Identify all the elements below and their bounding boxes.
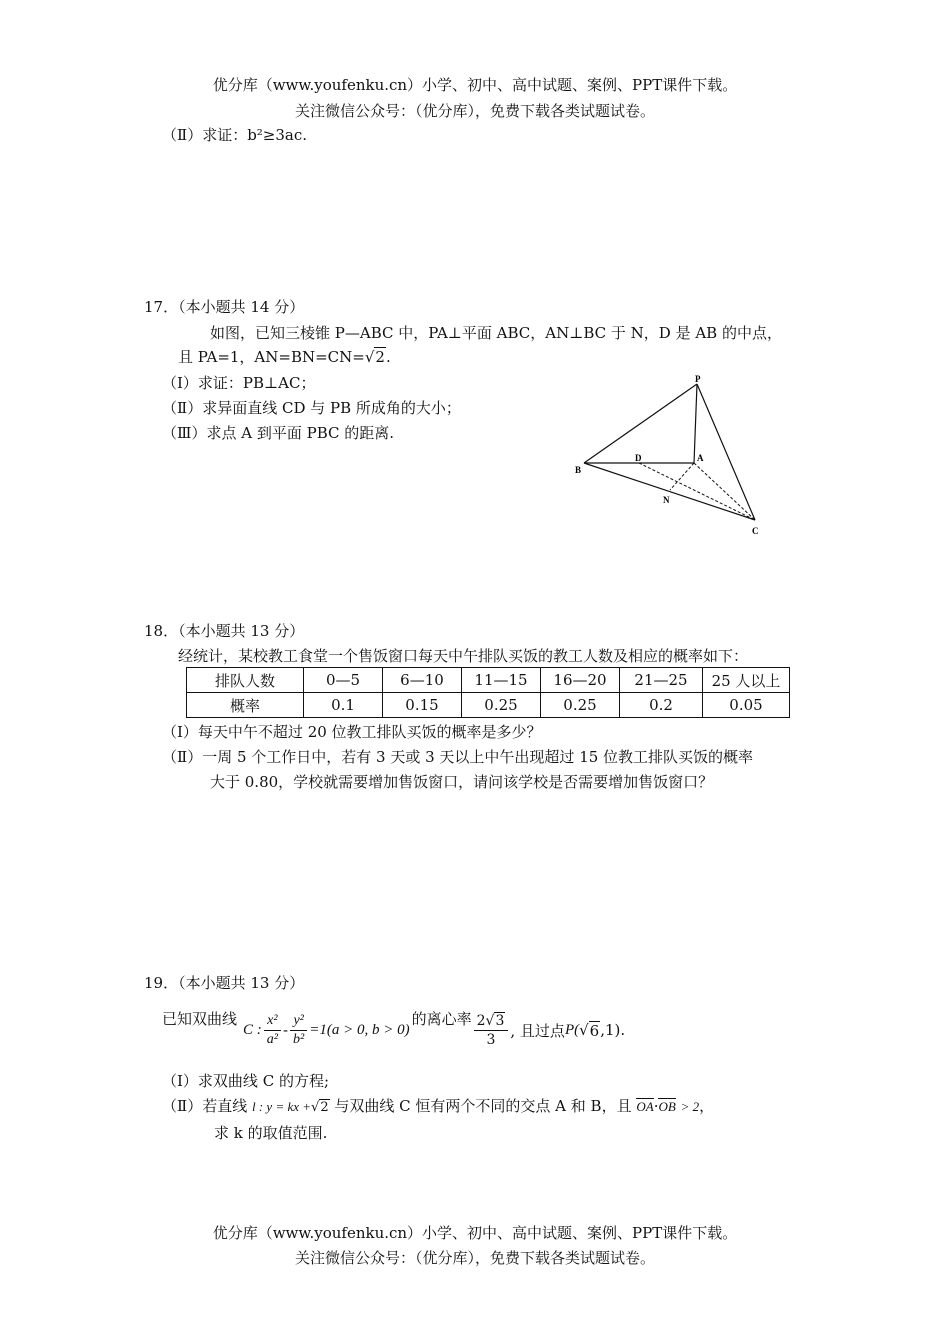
frac-x-num: x² xyxy=(264,1012,281,1031)
minus-sign: - xyxy=(282,1021,289,1039)
sqrt-symbol: √ xyxy=(364,348,375,366)
segment-ac xyxy=(694,463,755,520)
frac-y-num: y² xyxy=(290,1012,307,1031)
ecc-coef: 2 xyxy=(476,1012,486,1029)
q17-stem2-prefix: 且 PA=1，AN=BN=CN= xyxy=(178,348,365,366)
header-line-2: 关注微信公众号：（优分库），免费下载各类试题试卷。 xyxy=(294,102,655,120)
edge-bp xyxy=(584,384,697,463)
vector-oa: OA xyxy=(636,1099,654,1114)
q18-heading: 18．（本小题共 13 分） xyxy=(144,622,305,640)
table-cell: 21—25 xyxy=(620,668,703,693)
label-c: C xyxy=(752,526,759,536)
table-cell: 0.25 xyxy=(462,693,541,718)
q17-stem-line1: 如图，已知三棱锥 P—ABC 中，PA⊥平面 ABC，AN⊥BC 于 N，D 是 AB 的中点， xyxy=(210,324,782,342)
edge-bc xyxy=(584,463,755,520)
table-row xyxy=(187,693,790,718)
label-n: N xyxy=(663,495,670,505)
table-cell: 0—5 xyxy=(304,668,383,693)
table-cell: 16—20 xyxy=(541,668,620,693)
table-cell: 排队人数 xyxy=(187,668,304,693)
point-root: 6 xyxy=(589,1021,600,1040)
table-cell: 0.05 xyxy=(703,693,790,718)
q18-part2-line1: （Ⅱ）一周 5 个工作日中，若有 3 天或 3 天以上中午出现超过 15 位教工排队买饭的概率 xyxy=(162,748,754,766)
equation-condition: =1(a > 0, b > 0) xyxy=(309,1021,410,1038)
q18-stem: 经统计，某校教工食堂一个售饭窗口每天中午排队买饭的教工人数及相应的概率如下： xyxy=(178,647,749,665)
q19-part2-prefix: （Ⅱ）若直线 xyxy=(162,1097,248,1115)
inequality: > 2 xyxy=(680,1099,700,1114)
ecc-root: 3 xyxy=(495,1012,505,1029)
q19-heading: 19．（本小题共 13 分） xyxy=(144,974,305,992)
segment-an xyxy=(670,463,694,490)
q19-part2-line1: （Ⅱ）若直线 l : y = kx +√2 与双曲线 C 恒有两个不同的交点 A 和 B，且 OA·OB > 2， xyxy=(162,1097,715,1115)
q17-part1: （Ⅰ）求证：PB⊥AC； xyxy=(162,374,316,392)
probability-table xyxy=(186,667,790,718)
table-cell: 0.1 xyxy=(304,693,383,718)
q19-part2-end: ， xyxy=(699,1097,715,1115)
edge-pc xyxy=(697,384,755,520)
fraction-x xyxy=(264,1012,281,1049)
edge-pa xyxy=(694,384,697,463)
header-line-1: 优分库（www.youfenku.cn）小学、初中、高中试题、案例、PPT课件下载。 xyxy=(212,76,738,94)
table-cell: 25 人以上 xyxy=(703,668,790,693)
point-suffix: ,1). xyxy=(600,1021,626,1039)
dot-operator: · xyxy=(653,1097,659,1115)
pyramid-figure xyxy=(570,372,770,542)
label-p: P xyxy=(695,374,701,384)
table-row xyxy=(187,668,790,693)
q17-stem2-suffix: . xyxy=(385,348,391,366)
q19-part2-mid: 与双曲线 C 恒有两个不同的交点 A 和 B，且 xyxy=(334,1097,632,1115)
footer-line-2: 关注微信公众号：（优分库），免费下载各类试题试卷。 xyxy=(294,1249,655,1267)
ecc-den: 3 xyxy=(486,1031,496,1048)
line-equation-root: 2 xyxy=(320,1100,329,1115)
table-cell: 6—10 xyxy=(383,668,462,693)
q17-stem-line2 xyxy=(178,346,391,367)
label-b: B xyxy=(575,465,582,475)
label-d: D xyxy=(635,453,642,463)
footer-line-1: 优分库（www.youfenku.cn）小学、初中、高中试题、案例、PPT课件下载。 xyxy=(212,1224,738,1242)
q19-part2-line2: 求 k 的取值范围. xyxy=(214,1124,328,1142)
pass-text: , 且过点 xyxy=(510,1021,565,1040)
q19-part1: （Ⅰ）求双曲线 C 的方程; xyxy=(162,1072,329,1090)
q18-part2-line2: 大于 0.80，学校就需要增加售饭窗口，请问该学校是否需要增加售饭窗口？ xyxy=(210,773,714,791)
line-equation: l : y = kx + xyxy=(251,1099,312,1114)
table-cell: 0.15 xyxy=(383,693,462,718)
fraction-y xyxy=(290,1012,307,1049)
eccentricity-fraction: $\frac{2√3}{3}$ xyxy=(474,1012,509,1049)
eccentricity-text: 的离心率 xyxy=(411,1010,472,1028)
curve-label: C : xyxy=(243,1021,262,1038)
vector-ob: OB xyxy=(658,1099,676,1114)
q19-stem: 已知双曲线 C : $\frac{\text{x²}}{\text{a²}}$ - $\frac{\text{y²}}{\text{b²}}$ =1(a > 0, b > 0) 的离心率 $\frac{2√3}{3}$ , 且过点 P( √ 6 ,1). xyxy=(162,1002,625,1058)
point-prefix: P( xyxy=(564,1021,580,1038)
table-cell: 0.2 xyxy=(620,693,703,718)
q19-stem-prefix: 已知双曲线 xyxy=(162,1010,238,1028)
table-cell: 11—15 xyxy=(462,668,541,693)
q17-part2: （Ⅱ）求异面直线 CD 与 PB 所成角的大小； xyxy=(162,399,461,417)
q17-stem2-sqrt: 2 xyxy=(375,348,385,366)
table-cell: 0.25 xyxy=(541,693,620,718)
q16-part2: （Ⅱ）求证：b²≥3ac. xyxy=(162,126,308,144)
frac-x-den: a² xyxy=(266,1031,278,1047)
frac-y-den: b² xyxy=(293,1031,305,1047)
q18-part1: （Ⅰ）每天中午不超过 20 位教工排队买饭的概率是多少？ xyxy=(162,723,542,741)
q17-part3: （Ⅲ）求点 A 到平面 PBC 的距离. xyxy=(162,424,395,442)
label-a: A xyxy=(697,453,704,463)
q17-heading: 17．（本小题共 14 分） xyxy=(144,298,305,316)
table-cell: 概率 xyxy=(187,693,304,718)
segment-dc xyxy=(639,463,755,520)
